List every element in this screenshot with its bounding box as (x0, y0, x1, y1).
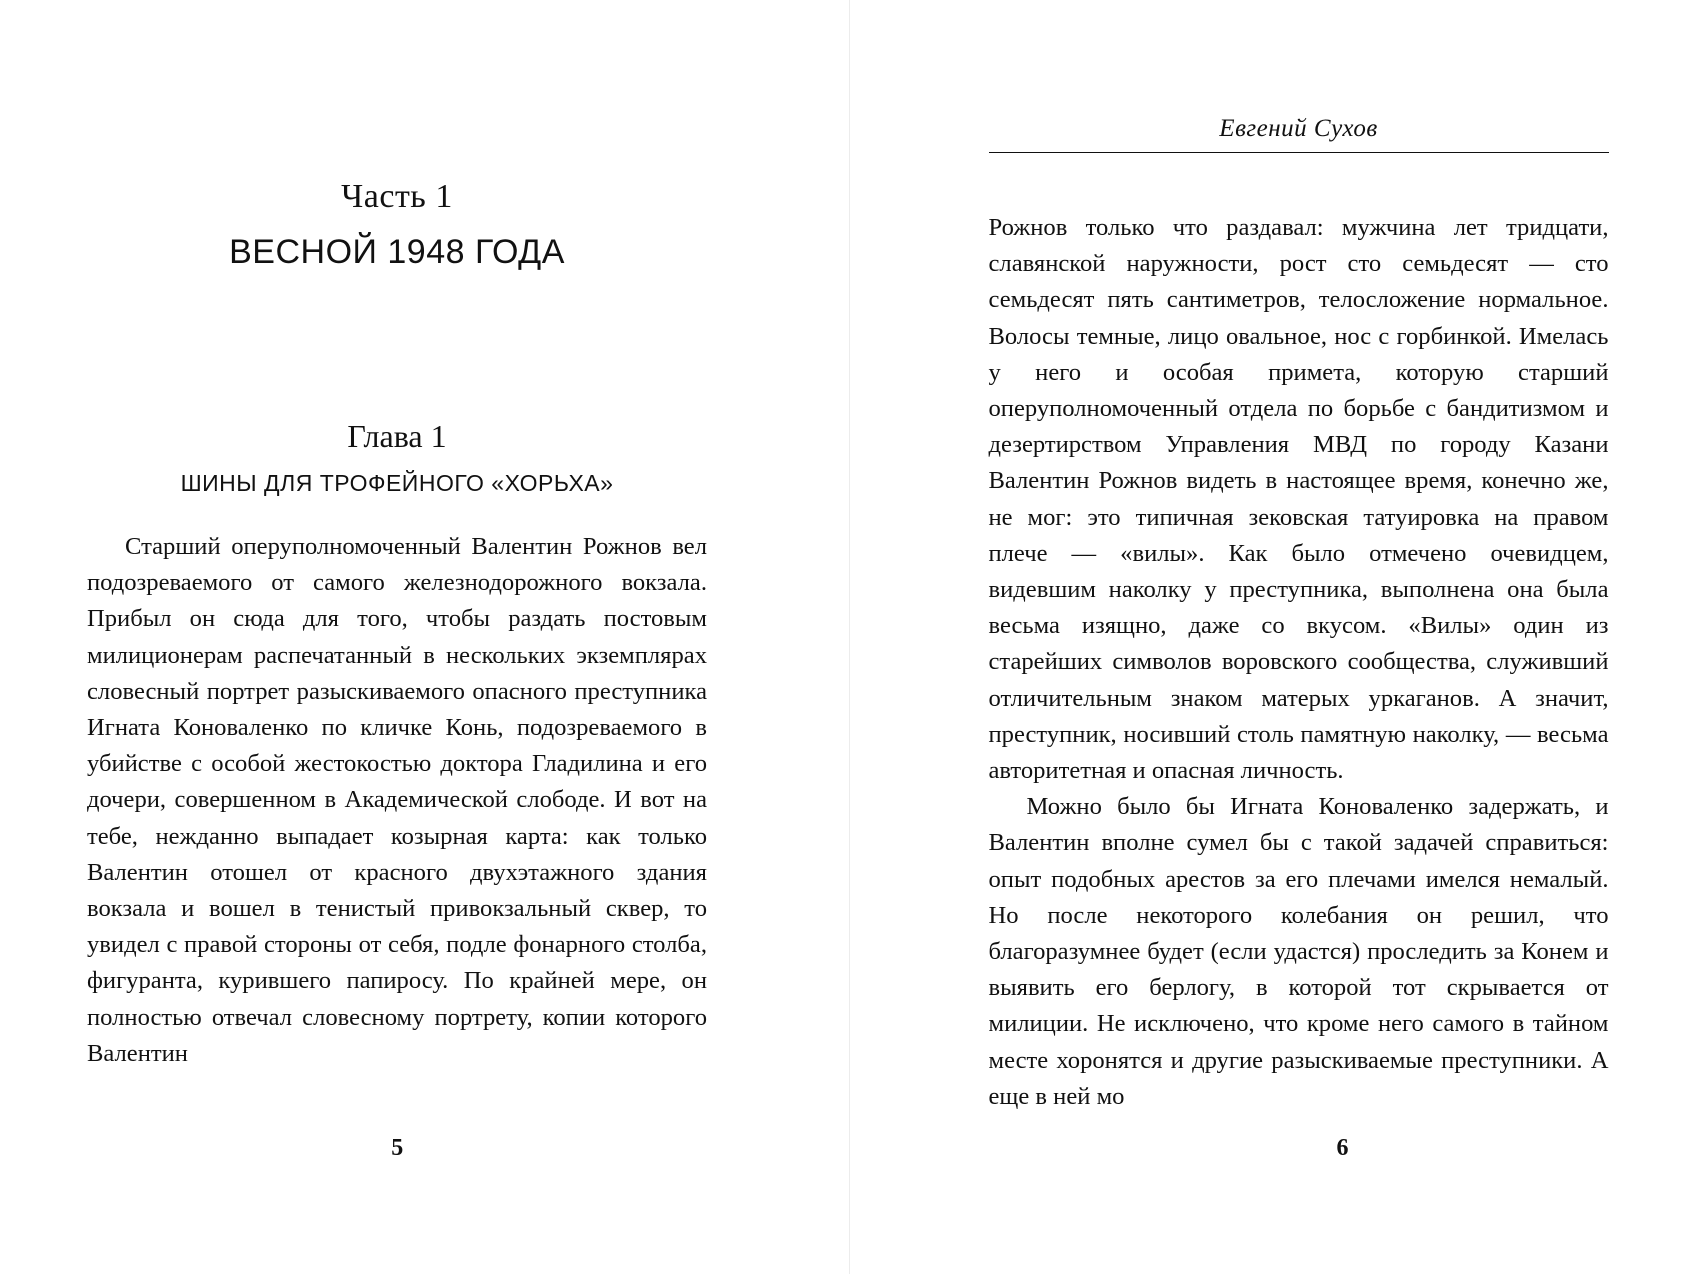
chapter-title: ШИНЫ ДЛЯ ТРОФЕЙНОГО «ХОРЬХА» (180, 470, 614, 496)
page-number: 6 (1336, 1135, 1349, 1161)
right-body-text (989, 210, 1609, 1115)
running-head: Евгений Сухов (1219, 115, 1378, 142)
paragraph: Можно было бы Игната Коноваленко задержать, и Валентин вполне сумел бы с такой задачей справиться: опыт подобных арестов за его плечами имелся немалый. Но после некоторого колебания он решил, что благоразумнее будет (если удастся) проследить за Конем и выявить его берлогу, в которой тот скрывается от милиции. Не исключено, что кроме него самого в тайном месте хоронятся и другие разыскиваемые преступники. А еще в ней мо (988, 793, 1609, 1110)
header-rule (989, 152, 1609, 153)
left-body-text (87, 529, 707, 1072)
page-number: 5 (391, 1135, 404, 1161)
paragraph: Рожнов только что раздавал: мужчина лет тридцати, славянской наружности, рост сто семьдесят — сто семьдесят пять сантиметров, телосложение нормальное. Волосы темные, лицо овальное, нос с горбинкой. Имелась у него и особая примета, которую старший оперуполномоченный отдела по борьбе с бандитизмом и дезертирством Управления МВД по городу Казани Валентин Рожнов видеть в настоящее время, конечно же, не мог: это типичная зековская татуировка на правом плече — «вилы». Как было отмечено очевидцем, видевшим наколку у преступника, выполнена она была весьма изящно, даже со вкусом. «Вилы» один из старейших символов воровского сообщества, служивший отличительным знаком матерых уркаганов. А значит, преступник, носивший столь памятную наколку, — весьма авторитетная и опасная личность. (988, 214, 1609, 785)
part-title: ВЕСНОЙ 1948 ГОДА (229, 233, 565, 271)
part-label: Часть 1 (341, 178, 453, 215)
chapter-label: Глава 1 (347, 418, 447, 454)
paragraph: Старший оперуполномоченный Валентин Рожнов вел подозреваемого от самого железнодорожного вокзала. Прибыл он сюда для того, чтобы раздать постовым милиционерам распечатанный в нескольких экземплярах словесный портрет разыскиваемого опасного преступника Игната Коноваленко по кличке Конь, подозреваемого в убийстве с особой жестокостью доктора Гладилина и его дочери, совершенном в Академической слободе. И вот на тебе, нежданно выпадает козырная карта: как только Валентин отошел от красного двухэтажного здания вокзала и вошел в тенистый привокзальный сквер, то увидел с правой стороны от себя, подле фонарного столба, фигуранта, курившего папиросу. По крайней мере, он полностью отвечал словесному портрету, копии которого Валентин (87, 533, 707, 1067)
right-page (850, 0, 1699, 1274)
